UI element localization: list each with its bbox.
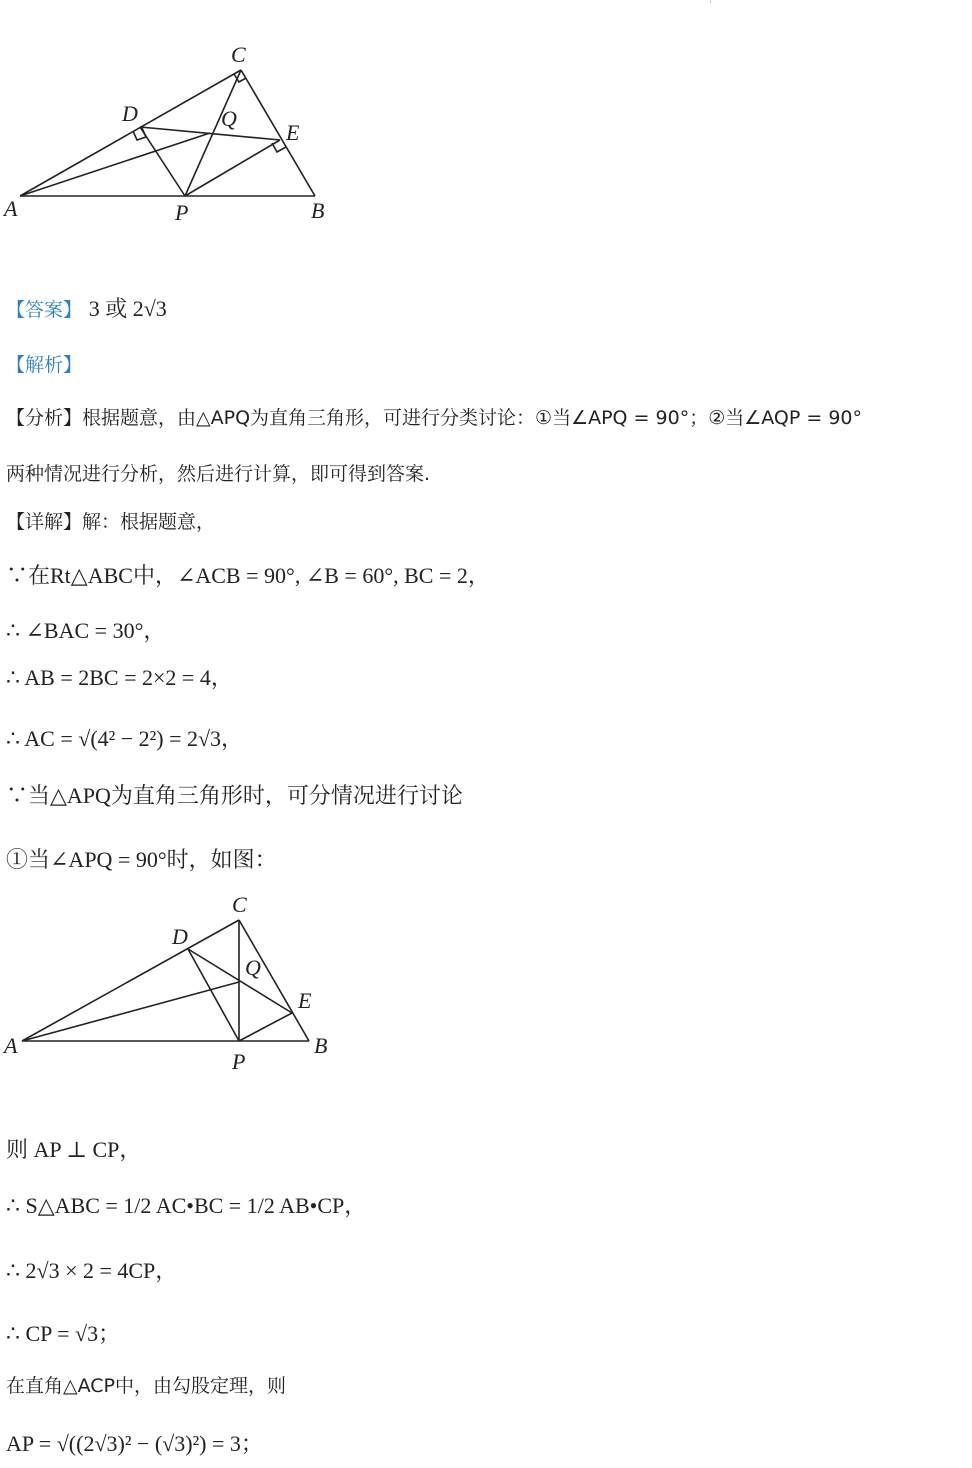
step2-4: ∴ CP = √3；	[6, 1321, 121, 1346]
answer-line	[6, 295, 167, 324]
step2-6: AP = √((2√3)² − (√3)²) = 3；	[6, 1431, 263, 1456]
xiangjie-line	[6, 508, 215, 536]
answer-text: 3 或 2√3	[88, 296, 167, 321]
page-mark: '	[709, 0, 712, 11]
fenxi-tag: 【分析】	[6, 407, 83, 429]
step-3: ∴ AB = 2BC = 2×2 = 4，	[6, 665, 233, 690]
step2-1: 则 AP ⊥ CP，	[6, 1137, 142, 1162]
figure-triangle-2	[0, 890, 360, 1080]
fenxi-line-2: 两种情况进行分析，然后进行计算，即可得到答案.	[6, 463, 431, 485]
step2-5: 在直角△ACP中，由勾股定理，则	[6, 1375, 287, 1397]
step-2: ∴ ∠BAC = 30°，	[6, 618, 166, 643]
fig2-label-Q: Q	[245, 955, 261, 980]
fenxi-text-1: 根据题意，由△APQ为直角三角形，可进行分类讨论：①当∠APQ = 90°；②当∠AQP = 90°	[82, 407, 863, 429]
analysis-tag: 【解析】	[6, 354, 83, 376]
fig2-label-B: B	[314, 1033, 328, 1058]
analysis-tag-line	[6, 350, 82, 379]
fig1-label-A: A	[4, 196, 18, 221]
step-6: ①当∠APQ = 90°时，如图：	[6, 847, 277, 872]
step2-2: ∴ S△ABC = 1/2 AC•BC = 1/2 AB•CP，	[6, 1193, 367, 1218]
fig2-label-D: D	[172, 924, 188, 949]
xiangjie-tag: 【详解】	[6, 511, 83, 533]
figure-triangle-1	[0, 40, 360, 230]
step-1: ∵在Rt△ABC中，∠ACB = 90°, ∠B = 60°, BC = 2，	[6, 563, 490, 588]
answer-tag: 【答案】	[6, 299, 83, 321]
fig1-label-Q: Q	[221, 106, 237, 131]
fig2-label-C: C	[232, 892, 247, 917]
fig1-label-E: E	[286, 120, 300, 145]
fig1-label-P: P	[175, 200, 189, 225]
fig2-label-A: A	[4, 1033, 18, 1058]
fig1-label-C: C	[231, 42, 246, 67]
fenxi-line-1	[6, 404, 862, 432]
fig2-label-E: E	[298, 988, 312, 1013]
fig2-label-P: P	[232, 1049, 246, 1074]
xiangjie-text: 解：根据题意，	[82, 511, 216, 533]
fig1-label-D: D	[122, 101, 138, 126]
step-4: ∴ AC = √(4² − 2²) = 2√3，	[6, 726, 244, 751]
step-5: ∵当△APQ为直角三角形时，可分情况进行讨论	[6, 783, 463, 808]
fig1-label-B: B	[311, 198, 325, 223]
step2-3: ∴ 2√3 × 2 = 4CP，	[6, 1258, 178, 1283]
